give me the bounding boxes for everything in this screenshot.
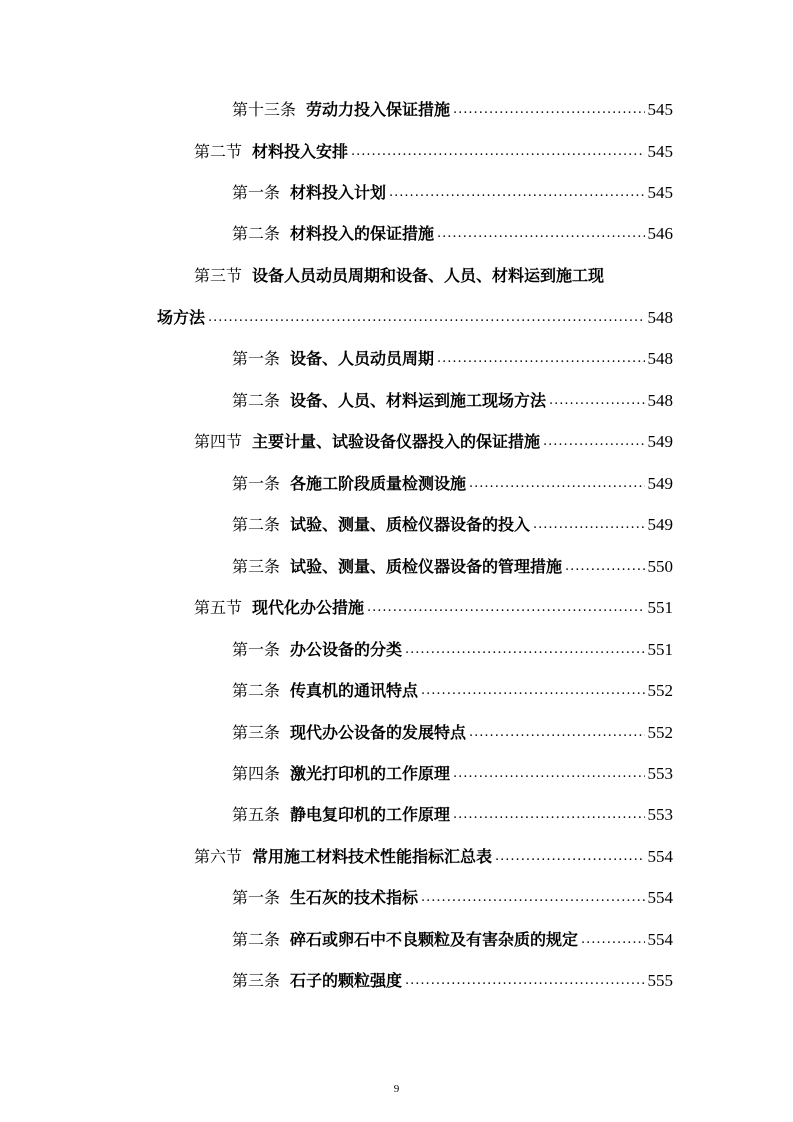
toc-entry-page: 553 [647,805,673,824]
toc-entry-page: 553 [647,764,673,783]
toc-entry-label: 第四条 [232,764,281,783]
toc-leader-dots [389,185,644,201]
toc-entry-label: 第四节 [194,432,243,451]
toc-leader-dots [453,807,644,823]
toc-entry-page: 554 [647,888,673,907]
toc-entry-title: 劳动力投入保证措施 [306,100,451,119]
toc-entry-label: 第一条 [232,640,281,659]
toc-entry-title-continued: 场方法 [157,308,206,327]
toc-entry-title: 常用施工材料技术性能指标汇总表 [252,847,493,866]
toc-entry-page: 549 [647,432,673,451]
toc-entry-page: 552 [647,681,673,700]
toc-entry-label: 第一条 [232,349,281,368]
toc-entry-label: 第二节 [194,142,243,161]
toc-entry[interactable] [194,428,673,452]
toc-entry-label: 第二条 [232,515,281,534]
toc-leader-dots [367,600,644,616]
toc-entry-label: 第五条 [232,805,281,824]
toc-entry-title: 石子的颗粒强度 [290,971,403,990]
toc-entry-page: 550 [647,557,673,576]
toc-entry[interactable] [232,511,673,535]
toc-leader-dots [421,683,644,699]
toc-entry-title: 试验、测量、质检仪器设备的投入 [290,515,531,534]
toc-entry-title: 设备、人员、材料运到施工现场方法 [290,391,547,410]
toc-entry-label: 第二条 [232,391,281,410]
toc-leader-dots [405,642,644,658]
toc-entry[interactable] [232,967,673,991]
toc-entry-label: 第一条 [232,474,281,493]
toc-entry-label: 第六节 [194,847,243,866]
toc-entry-label: 第二条 [232,930,281,949]
toc-entry-title: 碎石或卵石中不良颗粒及有害杂质的规定 [290,930,579,949]
toc-entry-title: 试验、测量、质检仪器设备的管理措施 [290,557,563,576]
toc-entry-title: 设备、人员动员周期 [290,349,435,368]
toc-entry-page: 554 [647,847,673,866]
toc-entry-page: 545 [647,142,673,161]
toc-entry-page: 545 [647,100,673,119]
toc-leader-dots [469,725,644,741]
toc-entry-page: 548 [647,391,673,410]
toc-entry-page: 548 [647,349,673,368]
toc-entry-title: 材料投入计划 [290,183,387,202]
toc-entry-page: 549 [647,515,673,534]
toc-entry[interactable] [194,262,673,286]
toc-entry[interactable] [194,843,673,867]
toc-entry[interactable] [232,884,673,908]
toc-entry-page: 551 [647,598,673,617]
toc-entry-label: 第三条 [232,971,281,990]
toc-leader-dots [543,434,644,450]
toc-entry-title: 传真机的通讯特点 [290,681,419,700]
toc-entry[interactable] [194,138,673,162]
toc-entry-label: 第三条 [232,557,281,576]
toc-entry-page: 554 [647,930,673,949]
toc-entry-label: 第一条 [232,183,281,202]
toc-leader-dots [533,517,644,533]
toc-entry[interactable] [232,677,673,701]
toc-entry-title: 激光打印机的工作原理 [290,764,451,783]
toc-entry-title: 材料投入安排 [252,142,349,161]
toc-entry[interactable] [232,719,673,743]
toc-leader-dots [453,766,644,782]
toc-entry-page: 546 [647,224,673,243]
toc-entry-title: 办公设备的分类 [290,640,403,659]
toc-entry-label: 第十三条 [232,100,297,119]
toc-entry[interactable] [232,760,673,784]
toc-entry-label: 第一条 [232,888,281,907]
toc-leader-dots [421,890,644,906]
toc-leader-dots [495,849,644,865]
toc-entry-page: 548 [647,308,673,327]
toc-entry[interactable] [232,220,673,244]
toc-entry-title: 材料投入的保证措施 [290,224,435,243]
toc-leader-dots [351,144,644,160]
toc-entry-label: 第五节 [194,598,243,617]
toc-entry-title: 静电复印机的工作原理 [290,805,451,824]
toc-entry-title: 生石灰的技术指标 [290,888,419,907]
toc-entry[interactable] [232,345,673,369]
toc-leader-dots [565,559,644,575]
toc-entry-title: 主要计量、试验设备仪器投入的保证措施 [252,432,541,451]
toc-entry-title: 各施工阶段质量检测设施 [290,474,467,493]
toc-entry[interactable] [232,553,673,577]
page-number: 9 [393,1083,400,1095]
toc-entry-label: 第三条 [232,723,281,742]
toc-entry-page: 552 [647,723,673,742]
toc-entry-title: 现代办公设备的发展特点 [290,723,467,742]
toc-entry-label: 第三节 [194,266,243,285]
toc-entry[interactable] [232,801,673,825]
toc-leader-dots [208,310,644,326]
toc-entry[interactable] [232,636,673,660]
toc-leader-dots [469,476,644,492]
toc-entry-title: 现代化办公措施 [252,598,365,617]
toc-entry[interactable] [232,179,673,203]
toc-entry[interactable] [194,594,673,618]
toc-entry[interactable] [232,470,673,494]
toc-entry-page: 549 [647,474,673,493]
toc-leader-dots [549,393,644,409]
toc-entry[interactable] [232,96,673,120]
toc-leader-dots [437,351,644,367]
toc-leader-dots [437,226,644,242]
toc-leader-dots [405,973,644,989]
toc-entry-page: 551 [647,640,673,659]
toc-entry-page: 545 [647,183,673,202]
toc-leader-dots [581,932,644,948]
toc-entry-title: 设备人员动员周期和设备、人员、材料运到施工现 [252,266,605,285]
toc-entry-page: 555 [647,971,673,990]
toc-entry-continued[interactable] [157,304,673,328]
toc-leader-dots [453,102,644,118]
toc-entry-label: 第二条 [232,224,281,243]
toc-entry[interactable] [232,926,673,950]
toc-entry[interactable] [232,387,673,411]
toc-entry-label: 第二条 [232,681,281,700]
